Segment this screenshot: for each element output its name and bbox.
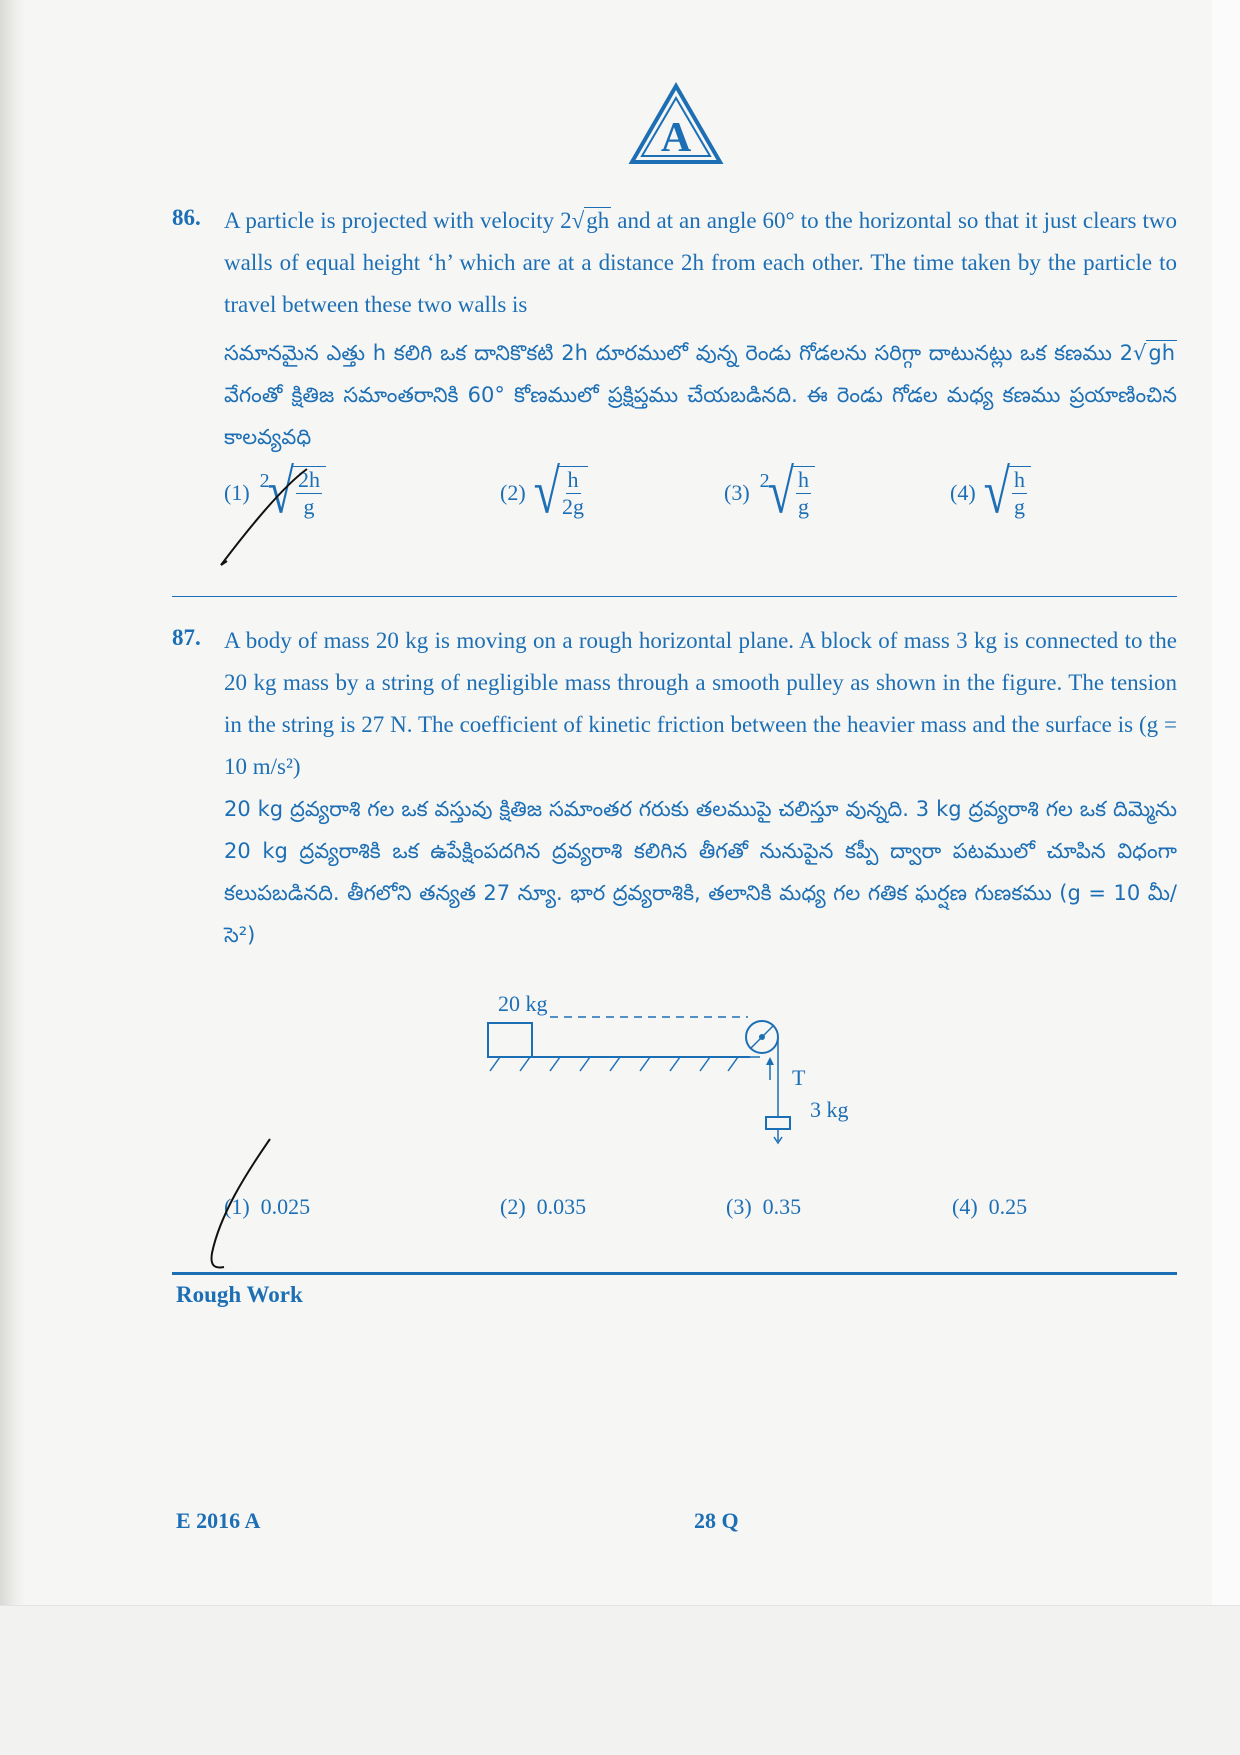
option-label: (4): [952, 1194, 978, 1219]
text-segment: సమానమైన ఎత్తు h కలిగి ఒక దానికొకటి 2h దూరములో వున్న రెండు గోడలను సరిగ్గా దాటునట్లు ఒక కణము: [224, 341, 1120, 365]
text-segment: వేగంతో క్షితిజ సమాంతరానికి 60° కోణములో ప్రక్షిప్తము చేయబడినది. ఈ రెండు గోడల మధ్య కణము ప్రయాణించిన కాలవ్యవధి: [224, 383, 1177, 449]
option-1[interactable]: [224, 457, 326, 527]
velocity-radicand: gh: [586, 208, 610, 233]
option-label: (3): [724, 480, 750, 505]
block-mass-label: 20 kg: [498, 991, 548, 1016]
page-number: 28 Q: [694, 1508, 739, 1533]
option-label: (2): [500, 1194, 526, 1219]
option-denominator: g: [1014, 494, 1025, 519]
option-3[interactable]: [726, 1194, 801, 1220]
option-numerator: h: [798, 467, 809, 492]
option-label: (1): [224, 480, 250, 505]
text-segment: and at an angle 60° to the horizontal so that it just clears two walls of equal height ‘h’ which are at a distance 2h from each other. The time taken by the particle to travel between these two walls is: [224, 208, 1177, 317]
question-divider: [172, 596, 1177, 597]
question-number: 87.: [172, 625, 201, 650]
option-label: (4): [950, 480, 976, 505]
question-telugu-text: 20 kg ద్రవ్యరాశి గల ఒక వస్తువు క్షితిజ సమాంతర గరుకు తలముపై చలిస్తూ వున్నది. 3 kg ద్రవ్యరాశి గల ఒక దిమ్మెను 20 kg ద్రవ్యరాశికి ఒక ఉపేక్షింపదగిన ద్రవ్యరాశి కలిగిన తీగతో నునుపైన కప్పీ ద్వారా పటములో చూపిన విధంగా కలుపబడినది. తీగలోని తన్యత 27 న్యూ. భార ద్రవ్యరాశికి, తలానికి మధ్య గల గతిక ఘర్షణ గుణకము (g = 10 మీ/సె²): [224, 797, 1177, 947]
page-bottom-shadow: [0, 1605, 1240, 1755]
sqrt-symbol-icon: √: [571, 208, 585, 233]
option-label: (1): [224, 1194, 250, 1219]
rough-work-divider: [172, 1272, 1177, 1275]
option-label: (3): [726, 1194, 752, 1219]
options-row: [172, 457, 1177, 546]
option-value: 0.025: [260, 1194, 311, 1219]
sqrt-symbol-icon: √: [533, 457, 560, 527]
option-numerator: 2h: [298, 467, 320, 492]
velocity-coef: 2: [560, 208, 572, 233]
question-english-text: A body of mass 20 kg is moving on a rough horizontal plane. A block of mass 3 kg is connected to the 20 kg mass by a string of negligible mass through a smooth pulley as shown in the figure. The tension in the string is 27 N. The coefficient of kinetic friction between the heavier mass and the surface is (g = 10 m/s²): [224, 628, 1177, 779]
option-numerator: h: [1014, 467, 1025, 492]
text-segment: A particle is projected with velocity: [224, 208, 561, 233]
question-english-text: [224, 200, 1177, 326]
option-value: 0.035: [536, 1194, 587, 1219]
question-87: [172, 620, 1177, 956]
option-denominator: g: [798, 494, 809, 519]
pulley-figure: [480, 985, 849, 1145]
option-numerator: h: [567, 467, 579, 492]
option-value: 0.25: [988, 1194, 1028, 1219]
options-row: [224, 1194, 1124, 1234]
option-coef: 2: [259, 469, 270, 492]
sqrt-symbol-icon: √: [1132, 341, 1147, 365]
velocity-radicand: gh: [1148, 341, 1175, 365]
option-label: (2): [500, 480, 526, 505]
option-2[interactable]: [500, 457, 588, 527]
option-denominator: 2g: [562, 494, 584, 519]
question-telugu-text: [224, 332, 1177, 458]
sqrt-symbol-icon: √: [767, 457, 794, 527]
booklet-code: E 2016 A: [176, 1508, 261, 1533]
option-value: 0.35: [762, 1194, 802, 1219]
question-86: [172, 200, 1177, 546]
tension-label: T: [792, 1065, 806, 1090]
sqrt-symbol-icon: √: [983, 457, 1010, 527]
series-logo: [628, 82, 724, 166]
sqrt-symbol-icon: √: [267, 457, 294, 527]
rough-work-heading: Rough Work: [176, 1282, 303, 1307]
hanging-mass-label: 3 kg: [810, 1097, 849, 1122]
option-4[interactable]: [952, 1194, 1027, 1220]
logo-letter: A: [660, 115, 692, 161]
velocity-coef: 2: [1119, 341, 1133, 365]
option-coef: 2: [759, 469, 770, 492]
option-4[interactable]: [950, 457, 1031, 527]
option-2[interactable]: [500, 1194, 586, 1220]
option-1[interactable]: [224, 1194, 310, 1220]
page-right-margin: [1212, 0, 1240, 1620]
option-3[interactable]: [724, 457, 815, 527]
page-binding-edge: [0, 0, 26, 1620]
question-number: 86.: [172, 205, 201, 230]
option-denominator: g: [303, 494, 315, 519]
